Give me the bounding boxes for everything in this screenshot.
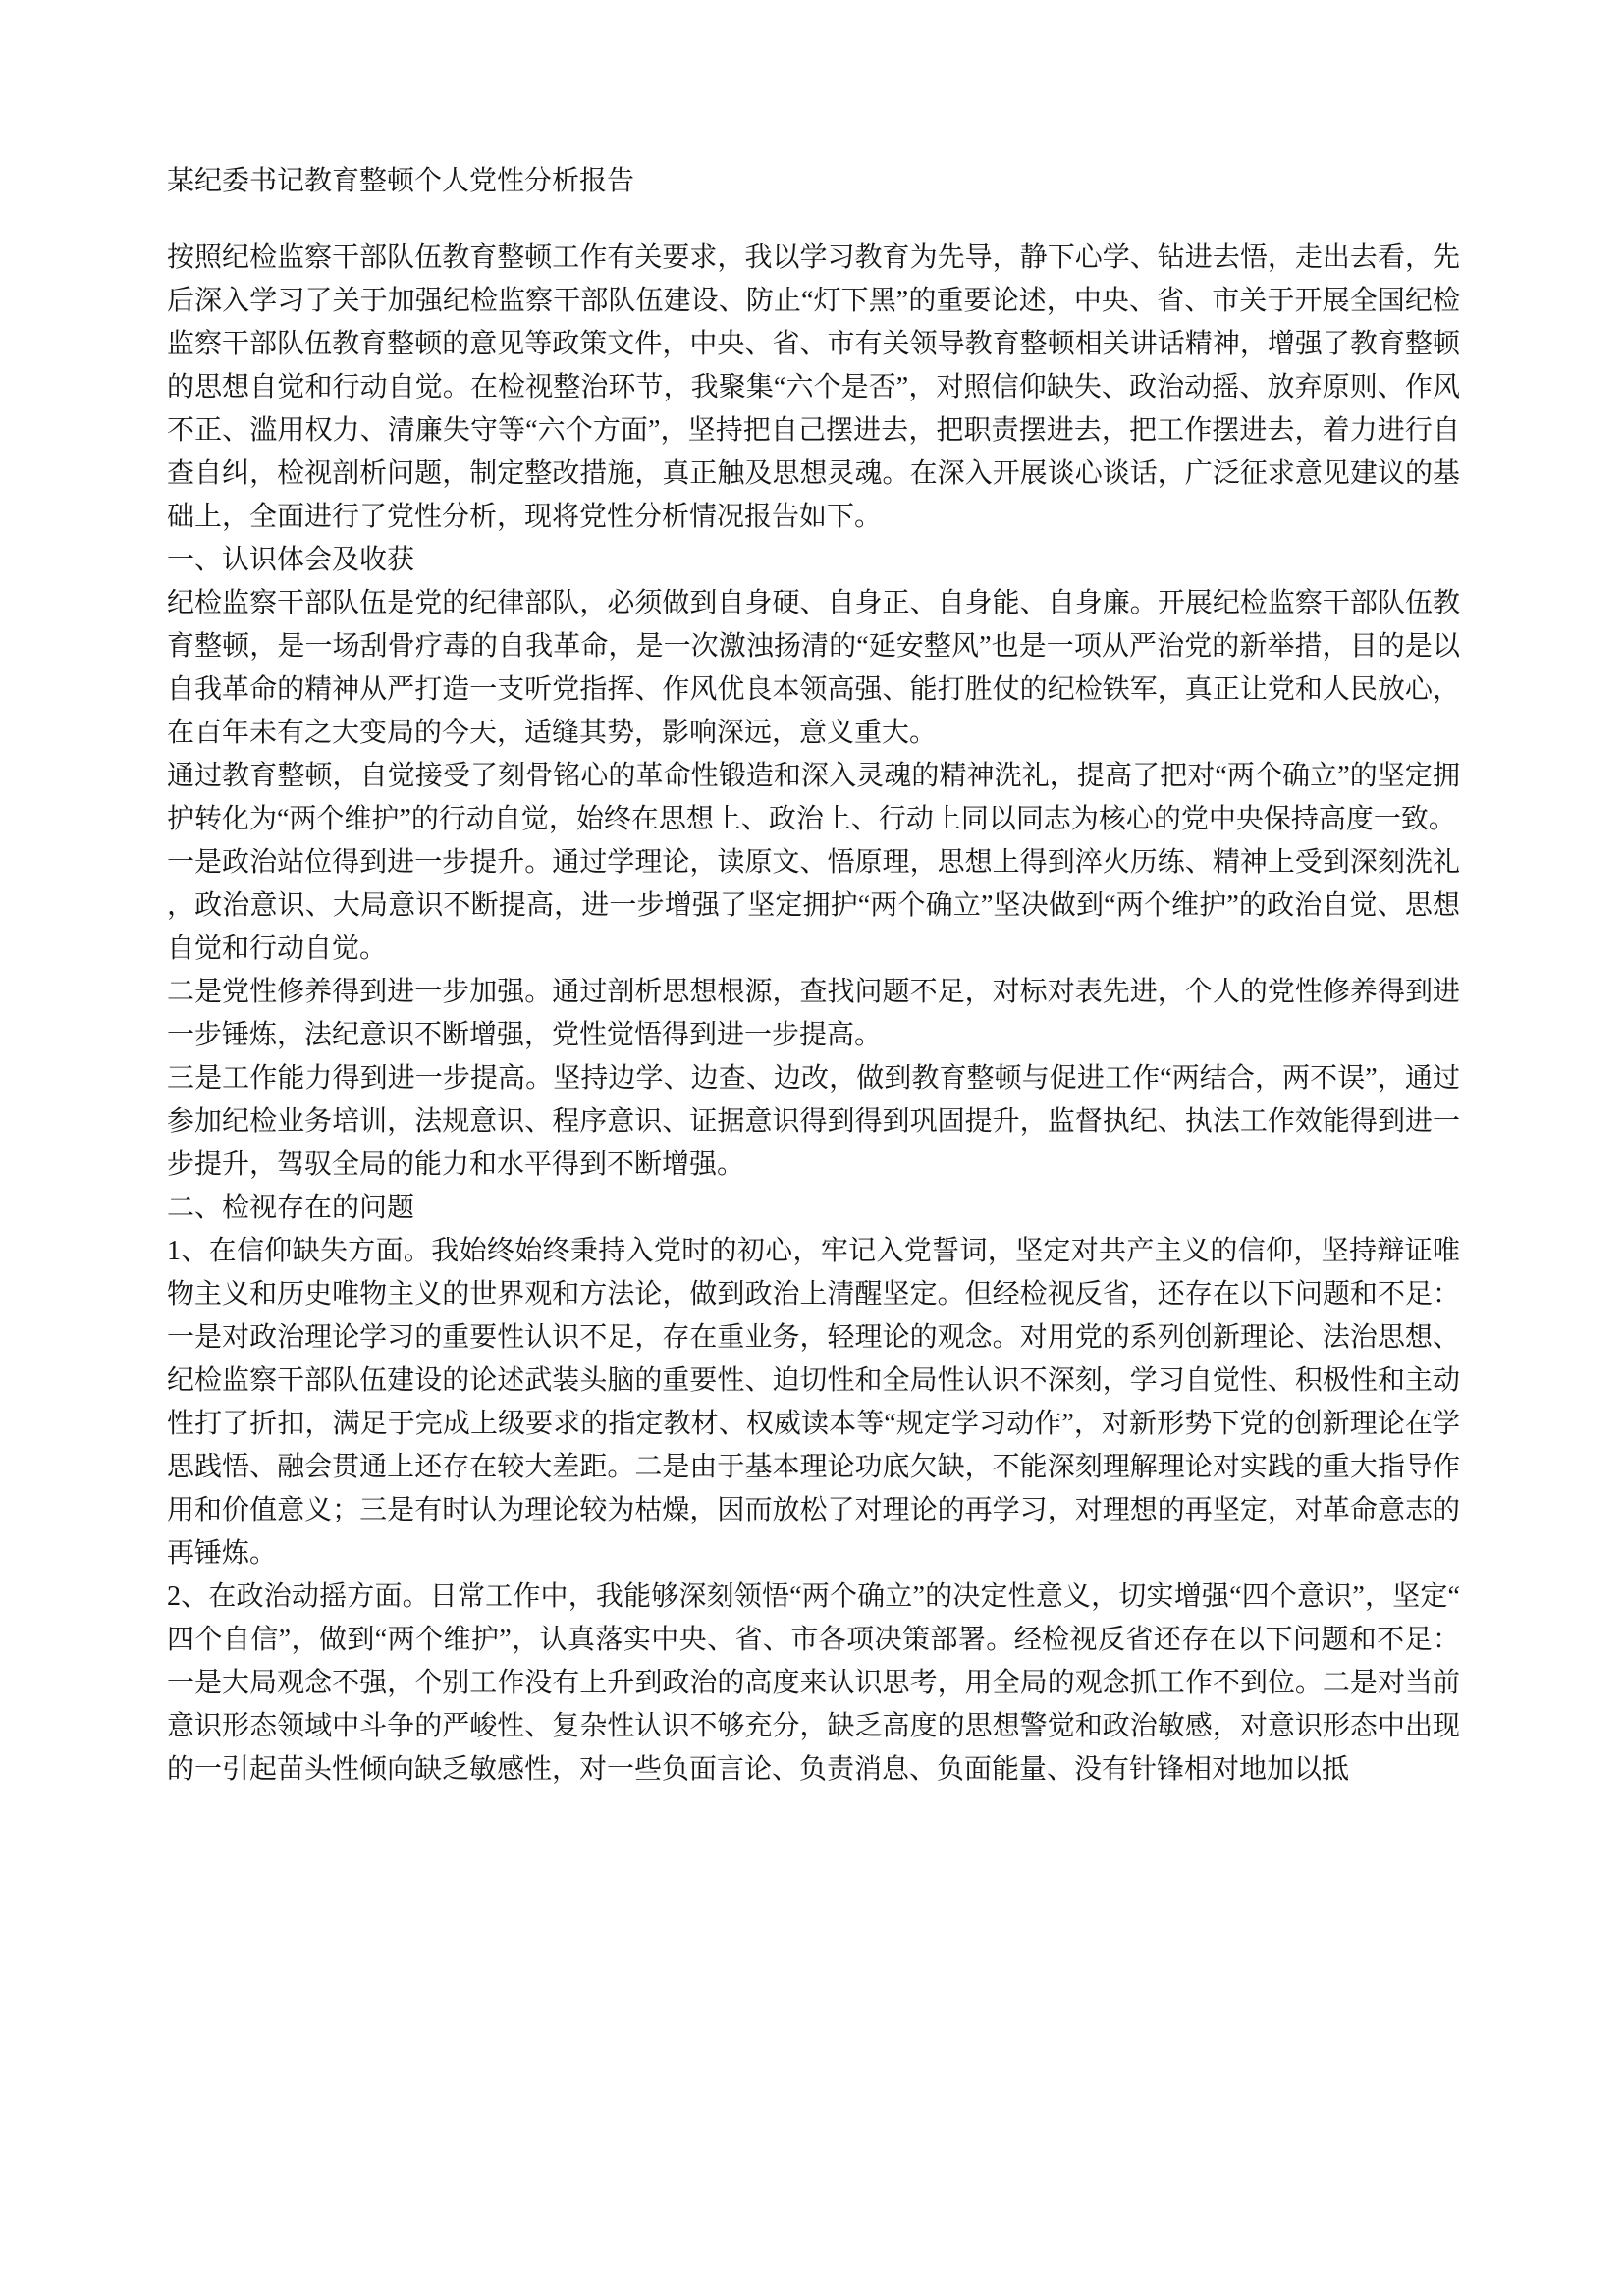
section-heading-1: 一、认识体会及收获 [167, 545, 415, 575]
paragraph-section1-overview: 纪检监察干部队伍是党的纪律部队，必须做到自身硬、自身正、自身能、自身廉。开展纪检监察干部队伍教育整顿，是一场刮骨疗毒的自我革命，是一次激浊扬清的“延安整风”也是一项从严治党的新举措，目的是以自我革命的精神从严打造一支听党指挥、作风优良本领高强、能打胜仗的纪检铁军，真正让党和人民放心，在百年未有之大变局的今天，适缝其势，影响深远，意义重大。 [167, 588, 1460, 748]
paragraph-point-3: 三是工作能力得到进一步提高。坚持边学、边查、边改，做到教育整顿与促进工作“两结合，两不误”，通过参加纪检业务培训，法规意识、程序意识、证据意识得到得到巩固提升，监督执纪、执法工作效能得到进一步提升，驾驭全局的能力和水平得到不断增强。 [167, 1063, 1460, 1180]
paragraph-problem-1: 1、在信仰缺失方面。我始终始终秉持入党时的初心，牢记入党誓词，坚定对共产主义的信仰，坚持辩证唯物主义和历史唯物主义的世界观和方法论，做到政治上清醒坚定。但经检视反省，还存在以下问题和不足：一是对政治理论学习的重要性认识不足，存在重业务，轻理论的观念。对用党的系列创新理论、法治思想、纪检监察干部队伍建设的论述武装头脑的重要性、迫切性和全局性认识不深刻，学习自觉性、积极性和主动性打了折扣，满足于完成上级要求的指定教材、权威读本等“规定学习动作”，对新形势下党的创新理论在学思践悟、融会贯通上还存在较大差距。二是由于基本理论功底欠缺，不能深刻理解理论对实践的重大指导作用和价值意义；三是有时认为理论较为枯燥，因而放松了对理论的再学习，对理想的再坚定，对革命意志的再锤炼。 [167, 1236, 1460, 1569]
paragraph-problem-2: 2、在政治动摇方面。日常工作中，我能够深刻领悟“两个确立”的决定性意义，切实增强“四个意识”，坚定“四个自信”，做到“两个维护”，认真落实中央、省、市各项决策部署。经检视反省还存在以下问题和不足：一是大局观念不强，个别工作没有上升到政治的高度来认识思考，用全局的观念抓工作不到位。二是对当前意识形态领域中斗争的严峻性、复杂性认识不够充分，缺乏高度的思想警觉和政治敏感，对意识形态中出现的一引起苗头性倾向缺乏敏感性，对一些负面言论、负责消息、负面能量、没有针锋相对地加以抵 [167, 1581, 1460, 1785]
paragraph-point-1: 一是政治站位得到进一步提升。通过学理论，读原文、悟原理，思想上得到淬火历练、精神上受到深刻洗礼，政治意识、大局意识不断提高，进一步增强了坚定拥护“两个确立”坚决做到“两个维护”的政治自觉、思想自觉和行动自觉。 [167, 847, 1460, 964]
document-title: 某纪委书记教育整顿个人党性分析报告 [167, 166, 635, 196]
paragraph-intro: 按照纪检监察干部队伍教育整顿工作有关要求，我以学习教育为先导，静下心学、钻进去悟，走出去看，先后深入学习了关于加强纪检监察干部队伍建设、防止“灯下黑”的重要论述，中央、省、市关于开展全国纪检监察干部队伍教育整顿的意见等政策文件，中央、省、市有关领导教育整顿相关讲话精神，增强了教育整顿的思想自觉和行动自觉。在检视整治环节，我聚集“六个是否”，对照信仰缺失、政治动摇、放弃原则、作风不正、滥用权力、清廉失守等“六个方面”，坚持把自己摆进去，把职责摆进去，把工作摆进去，着力进行自查自纠，检视剖析问题，制定整改措施，真正触及思想灵魂。在深入开展谈心谈话，广泛征求意见建议的基础上，全面进行了党性分析，现将党性分析情况报告如下。 [167, 242, 1460, 532]
paragraph-point-2: 二是党性修养得到进一步加强。通过剖析思想根源，查找问题不足，对标对表先进，个人的党性修养得到进一步锤炼，法纪意识不断增强，党性觉悟得到进一步提高。 [167, 977, 1460, 1050]
paragraph-section1-spirit: 通过教育整顿，自觉接受了刻骨铭心的革命性锻造和深入灵魂的精神洗礼，提高了把对“两个确立”的坚定拥护转化为“两个维护”的行动自觉，始终在思想上、政治上、行动上同以同志为核心的党中央保持高度一致。 [167, 761, 1460, 834]
section-heading-2: 二、检视存在的问题 [167, 1193, 415, 1223]
